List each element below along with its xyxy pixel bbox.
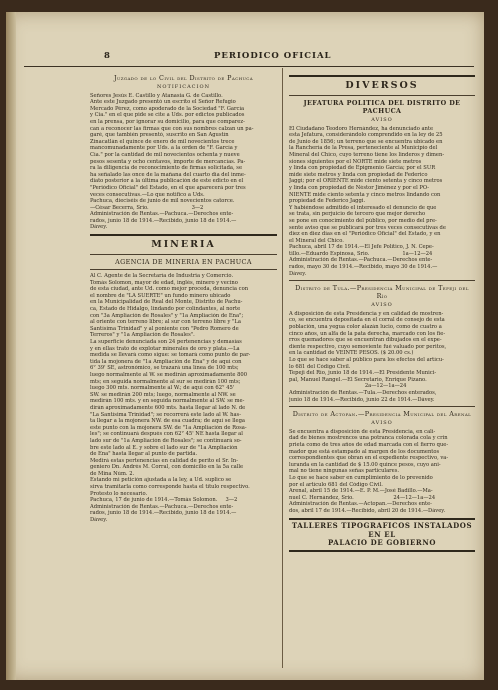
notificacion-label: NOTIFICACION [157,84,210,90]
text-line: bre este lado al E. y sobre el lado sur de "1a Ampliación [90,444,238,451]
text-line: NIENTE mide ciento setenta y cinco metros lindando con [289,191,441,198]
tula-heading: Distrito de Tula.—Presidencia Municipal de Tepeji del Río [295,284,469,301]
text-line: por el artículo 681 del Código Civil. [289,481,383,488]
text-line: el Mineral del Chico. [289,237,344,244]
newspaper-title: PERIODICO OFICIAL [214,51,332,61]
aviso-label: AVISO [371,420,393,427]
text-line: Arenal, abril 15 de 1914.—E. P. M.—José Badillo.—Ma- [289,488,433,495]
text-line: Protesto lo necesario. [90,490,148,497]
text-line: SW. se medirán 200 mts; luego, normalmente al NW. se [90,391,236,398]
text-line: diez en diez días en el "Periódico Oficial" del Estado, y en [289,231,441,238]
left-column [90,72,277,524]
text-line: diente respectivo, cuyo semoviente fué valuado por peritos, [289,343,447,350]
text-line: garé, que también presentó, suscrito en San Agustín [90,132,229,139]
text-line: Administración de Rentas.—Pachuca.—Derechos ente- [90,503,234,510]
text-line: La superficie denunciada son 24 pertenencias y demasías [90,339,242,345]
text-line: medida se llevará como sigue: se tomará como punto de par- [90,352,251,359]
text-line: Lo que se hace saber al público para los efectos del artícu- [289,357,444,363]
text-line: rros quemadores que se encuentran dibujados en el expe- [289,337,442,344]
text-line: dirán aproximadamente 600 mts. hasta llegar al lado N. de [90,404,246,411]
text-line: dos, abril 17 de 1914.—Recibido, abril 20 de 1914.—Dávey. [289,507,446,514]
page-header [24,48,474,67]
text-line: Mercado Pérez, como apoderado de la Sociedad "F. García [90,105,245,112]
text-line: Lo que se hace saber en cumplimiento de lo prevenido [289,474,433,481]
text-line: Dávey. [90,517,108,524]
text-line: dad de bienes mostrencos una potranca colorada cola y crin [289,435,448,442]
actopan-heading: Distrito de Actopan.—Presidencia Municipal del Arenal [292,410,472,419]
text-line: mal no tiene ningunas señas particulares. [289,468,400,475]
text-line: rados, junio 18 de 1914.—Recibido, junio 18 de 1914.— [90,510,237,517]
text-line: Pachuca, 17 de junio de 1914.—Tomás Solomon. 3—2 [90,497,238,504]
text-line: al oriente con terreno libre; al sur con terreno libre y "La [90,319,241,326]
text-line: pal, Manuel Rangel.—El Secretario, Enrique Pizano. [289,376,427,383]
agencia-heading: AGENCIA DE MINERIA EN PACHUCA [115,258,252,267]
tula-body [289,311,475,403]
text-line: ta llegar a la mojonera NW. de esa cuadra; de aquí se llega [90,418,245,425]
talleres-line: TALLERES TIPOGRAFICOS INSTALADOS [291,521,473,531]
text-line: de Junio de 1856; un terreno que se encuentra ubicado en [289,138,443,145]
diversos-title: DIVERSOS [345,80,419,91]
text-line: y en ellas trato de explotar minerales de oro y plata.—La [90,345,240,352]
talleres-line: EN EL [368,529,396,539]
text-line: Tepeji del Río, junio 18 de 1914.—El Presidente Munici- [289,370,437,377]
text-line: y Cia." en el que pide se cite a Uds. por edictos publicados [90,112,245,119]
text-line: 2a—12—1a—24 [289,383,407,390]
text-line: Se encuentra a disposición de esta Presidencia, en cali- [289,428,436,435]
text-line: Ante este Juzgado presentó un escrito el Señor Refugio [90,99,236,106]
mineria-title: MINERIA [151,239,216,251]
text-line: les"; se continuará después con 62° 45' NE hasta llegar al [90,431,243,438]
text-line: —César Becerra, Srio. 3—2 [90,204,204,211]
text-line: junio 18 de 1914.—Recibido, junio 22 de 1914.—Dávey. [289,396,435,403]
actopan-body [289,429,475,515]
section-rule [289,280,475,281]
aviso-label: AVISO [371,117,393,123]
text-line: El Ciudadano Teodoro Hernández, ha denunciado ante [289,125,434,132]
text-line: prieta como de tres años de edad marcada con el fierro que- [289,441,449,448]
text-line: veces consecutivas.—Lo que notifico a Uds. [90,191,205,198]
text-line: este punto con la mojonera SW. de "1a Ampliación de Rosa- [90,424,247,431]
text-line: en la Municipalidad de Real del Monte, Distrito de Pachu- [90,299,243,306]
text-line: de esta ciudad, ante Ud. como mejor proceda, denuncia con [90,286,249,293]
section-rule [90,234,277,236]
text-line: población, una yegua color alazán lucio, como de cuatro a [289,324,442,331]
text-line: Zinacatlán el quince de enero de mil novecientos trece [90,138,235,145]
text-line: siones siguientes por el NORTE mide siete metros [289,158,422,165]
text-line: ha señalado las once de la mañana del cuarto día del inme- [90,171,246,178]
text-line: y linda con propiedad de Néstor Jiménez y por el PO- [289,184,430,191]
text-line: mide siete metros y linda con propiedad de Federico [289,171,428,178]
text-line: A disposición de esta Presidencia y en calidad de mostren- [289,310,444,317]
text-line: en la cantidad de VEINTE PESOS. ($ 20.00 cs.) [289,350,414,357]
text-line: Cía." por la cantidad de mil novecientos ochenta y nueve [90,151,240,158]
text-line: tillo.—Eduardo Espinosa, Srio. 1a—12—24 [289,250,433,257]
page-number: 8 [104,51,110,61]
text-line: ra la diligencia de reconocimiento de firmas solicitada, se [90,165,243,172]
text-line: Administración de Rentas.—Pachuca.—Derechos ente- [289,257,433,264]
text-line: "Periódico Oficial" del Estado, en el que aparecerá por tres [90,184,246,191]
text-line: diato posterior a la última publicación de este edicto en el [90,178,244,185]
text-line: Terreros" y "1a Ampliación de Rosales". [90,332,195,339]
juzgado-heading: Juzgado de lo Civil del Distrito de Pachuca [114,74,253,82]
text-line: Santísima Trinidad" y al poniente con "Pedro Romero de [90,325,239,332]
text-line: can a reconocer las firmas que con sus nombres calzan un pa- [90,125,254,132]
text-line: Dávey. [289,270,307,277]
text-line: rados, mayo 30 de 1914.—Recibido, mayo 30 de 1914.— [289,264,438,271]
text-line: Al C. Agente de la Secretaría de Industria y Comercio. [90,273,234,280]
section-rule [90,269,277,270]
text-line: Pachuca, abril 17 de 1914.—El Jefe Político, J. N. Cepe- [289,244,434,251]
text-line: con "3a Ampliación de Rosales" y "1a Ampliación de Ena"; [90,312,244,319]
section-rule [289,75,475,77]
aviso-label: AVISO [371,302,393,309]
text-line: en la prensa, por ignorar su domicilio, para que comparez- [90,118,245,125]
text-line: Dávey. [90,224,108,231]
text-line: se pone en conocimiento del público, por medio del pre- [289,217,437,224]
text-line: Jaggi; por el ORIENTE mide ciento setenta y cinco metros [289,178,443,185]
text-line: de Mina Núm. 2. [90,470,135,477]
text-line: propiedad de Federico Jaggi. [289,198,366,205]
section-rule [289,406,475,407]
newspaper-page [6,12,484,680]
notificacion-body [90,93,277,231]
text-line: geniero Dn. Andrés M. Corral, con domicilio en la 5a calle [90,464,244,471]
text-line: luranda en la cantidad de $ 15.00 quince pesos, cuyo ani- [289,461,441,468]
column-divider [282,68,283,668]
text-line: Administración de Rentas.—Pachuca.—Derechos ente- [90,211,234,218]
text-line: Medirá estas pertenencias en calidad de perito el Sr. In- [90,457,239,464]
talleres-line: PALACIO DE GOBIERNO [327,538,437,548]
text-line: pesos sesenta y ocho centavos, importe de mercancías. Pa- [90,158,246,165]
text-line: luego 300 mts. normalmente al W.; de aquí con 62° 45' [90,385,235,392]
text-line: cinco años, un alfa de la pata derecha, marcado con los fie- [289,330,446,337]
text-line: de Ena" hasta llegar al punto de partida. [90,451,198,458]
text-line: mador que está estampado al margen de los documentos [289,448,440,455]
text-line: lo 681 del Código Civil. [289,363,351,370]
text-line: Estando mi petición ajustada a la ley, a Ud. suplico se [90,477,232,484]
jefatura-heading: JEFATURA POLITICA DEL DISTRITO DE PACHUCA [303,99,461,115]
text-line: Administración de Rentas.—Actopan.—Derechos ente- [289,501,432,508]
section-rule [90,254,277,255]
text-line: mts; en seguida normalmente al sur se medirán 100 mts; [90,378,241,385]
text-line: el nombre de "LA SUERTE" un fundo minero ubicado [90,292,231,299]
text-line: Pachuca, dieciséis de junio de mil novecientos catorce. [90,198,235,205]
text-line: Y habiéndose admitido el interesado el denuncio de que [289,204,437,211]
text-line: mancomunadamente por Uds. a la orden de "F. García y [90,145,238,152]
text-line: esta Jefatura, considerándolo comprendido en la ley de 25 [289,132,443,139]
right-column [289,72,475,552]
binding-edge [6,12,16,680]
text-line: tida la mojonera de "1a Ampliación de Ena" y de aquí con [90,358,242,365]
text-line: 6° 39' SE, astronómico, se trazará una línea de 100 mts; [90,365,239,372]
text-line: lado sur de "1a Ampliación de Rosales"; se continuará so- [90,437,242,444]
text-line: Señores Jesús E. Castillo y Atanasia G. de Castillo. [90,92,223,99]
text-line: se trata, sin perjuicio de tercero que mejor derecho [289,211,426,218]
text-line: luego normalmente al W. se medirán aproximadamente 800 [90,371,248,378]
diversos-body [289,126,475,278]
text-line: la Ranchería de la Presa, perteneciente al Municipio del [289,145,438,152]
text-line: sirva tramitarla como corresponde hasta el título respectivo. [90,484,250,491]
text-line: sente aviso que se publicará por tres veces consecutivas de [289,224,446,231]
text-line: Tomás Solomon, mayor de edad, inglés, minero y vecino [90,279,238,286]
talleres-box [289,518,475,551]
text-line: correspondientes que obran en el expediente respectivo, va- [289,455,449,462]
section-rule [289,95,475,96]
text-line: co, se encuentra depositada en el corral de consejo de esta [289,317,445,324]
text-line: nuel C. Hernández, Srio. 24—12—1a—24 [289,494,436,501]
text-line: Mineral del Chico, cuyo terreno tiene los linderos y dimen- [289,151,445,158]
text-line: "La Santísima Trinidad"; se recorrerá este lado al W. has- [90,411,241,418]
text-line: ca, Estado de Hidalgo, lindando por colindantes, al norte [90,306,241,313]
text-line: Administración de Rentas.—Tula.—Derechos enterados, [289,389,437,396]
text-line: medirán 100 mts. y en seguida normalmente al SW. se me- [90,398,245,405]
text-line: rados, junio 18 de 1914.—Recibido, junio 18 de 1914.— [90,217,237,224]
text-line: y linda con propiedad de Epigmenio García; por el SUR [289,165,436,172]
mineria-body [90,273,277,524]
